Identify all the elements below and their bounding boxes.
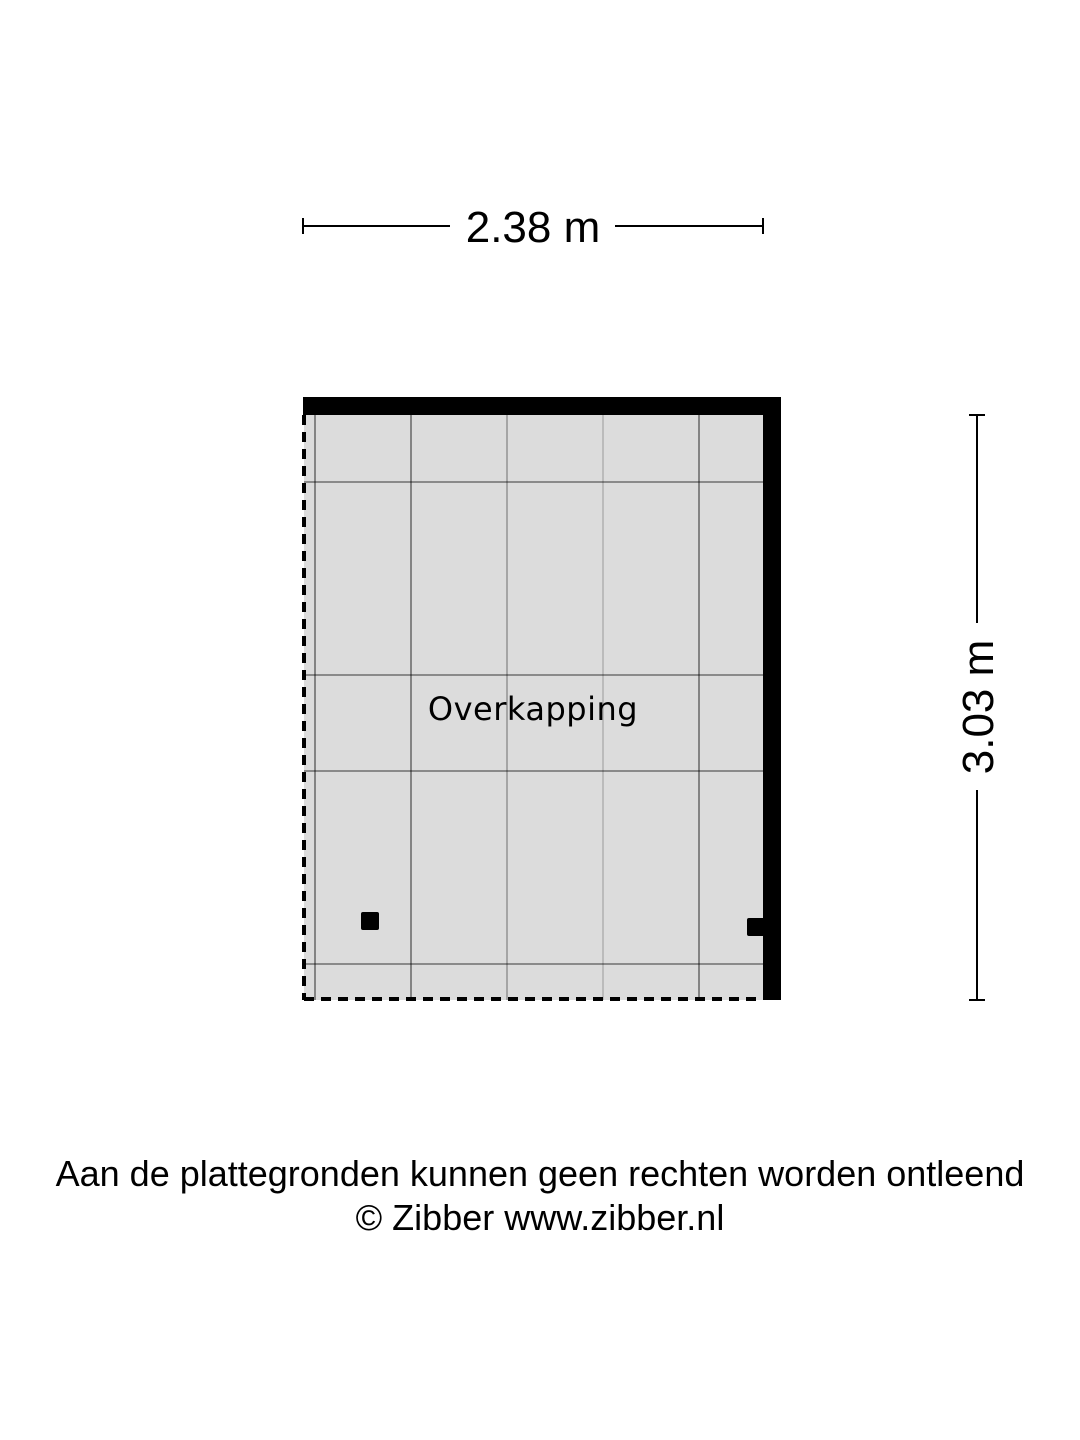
width-dimension-label: 2.38 m [465,203,601,252]
post-right [747,918,765,936]
disclaimer-text: Aan de plattegronden kunnen geen rechten worden ontleend [55,1153,1025,1194]
post-left [361,912,379,930]
height-dimension-label: 3.03 m [954,639,1003,775]
wall-top [303,397,781,415]
room-label: Overkapping [427,690,639,728]
height-dimension [954,415,1003,1000]
width-dimension [303,203,763,252]
wall-right [763,397,781,1000]
copyright-text: © Zibber www.zibber.nl [355,1197,725,1238]
